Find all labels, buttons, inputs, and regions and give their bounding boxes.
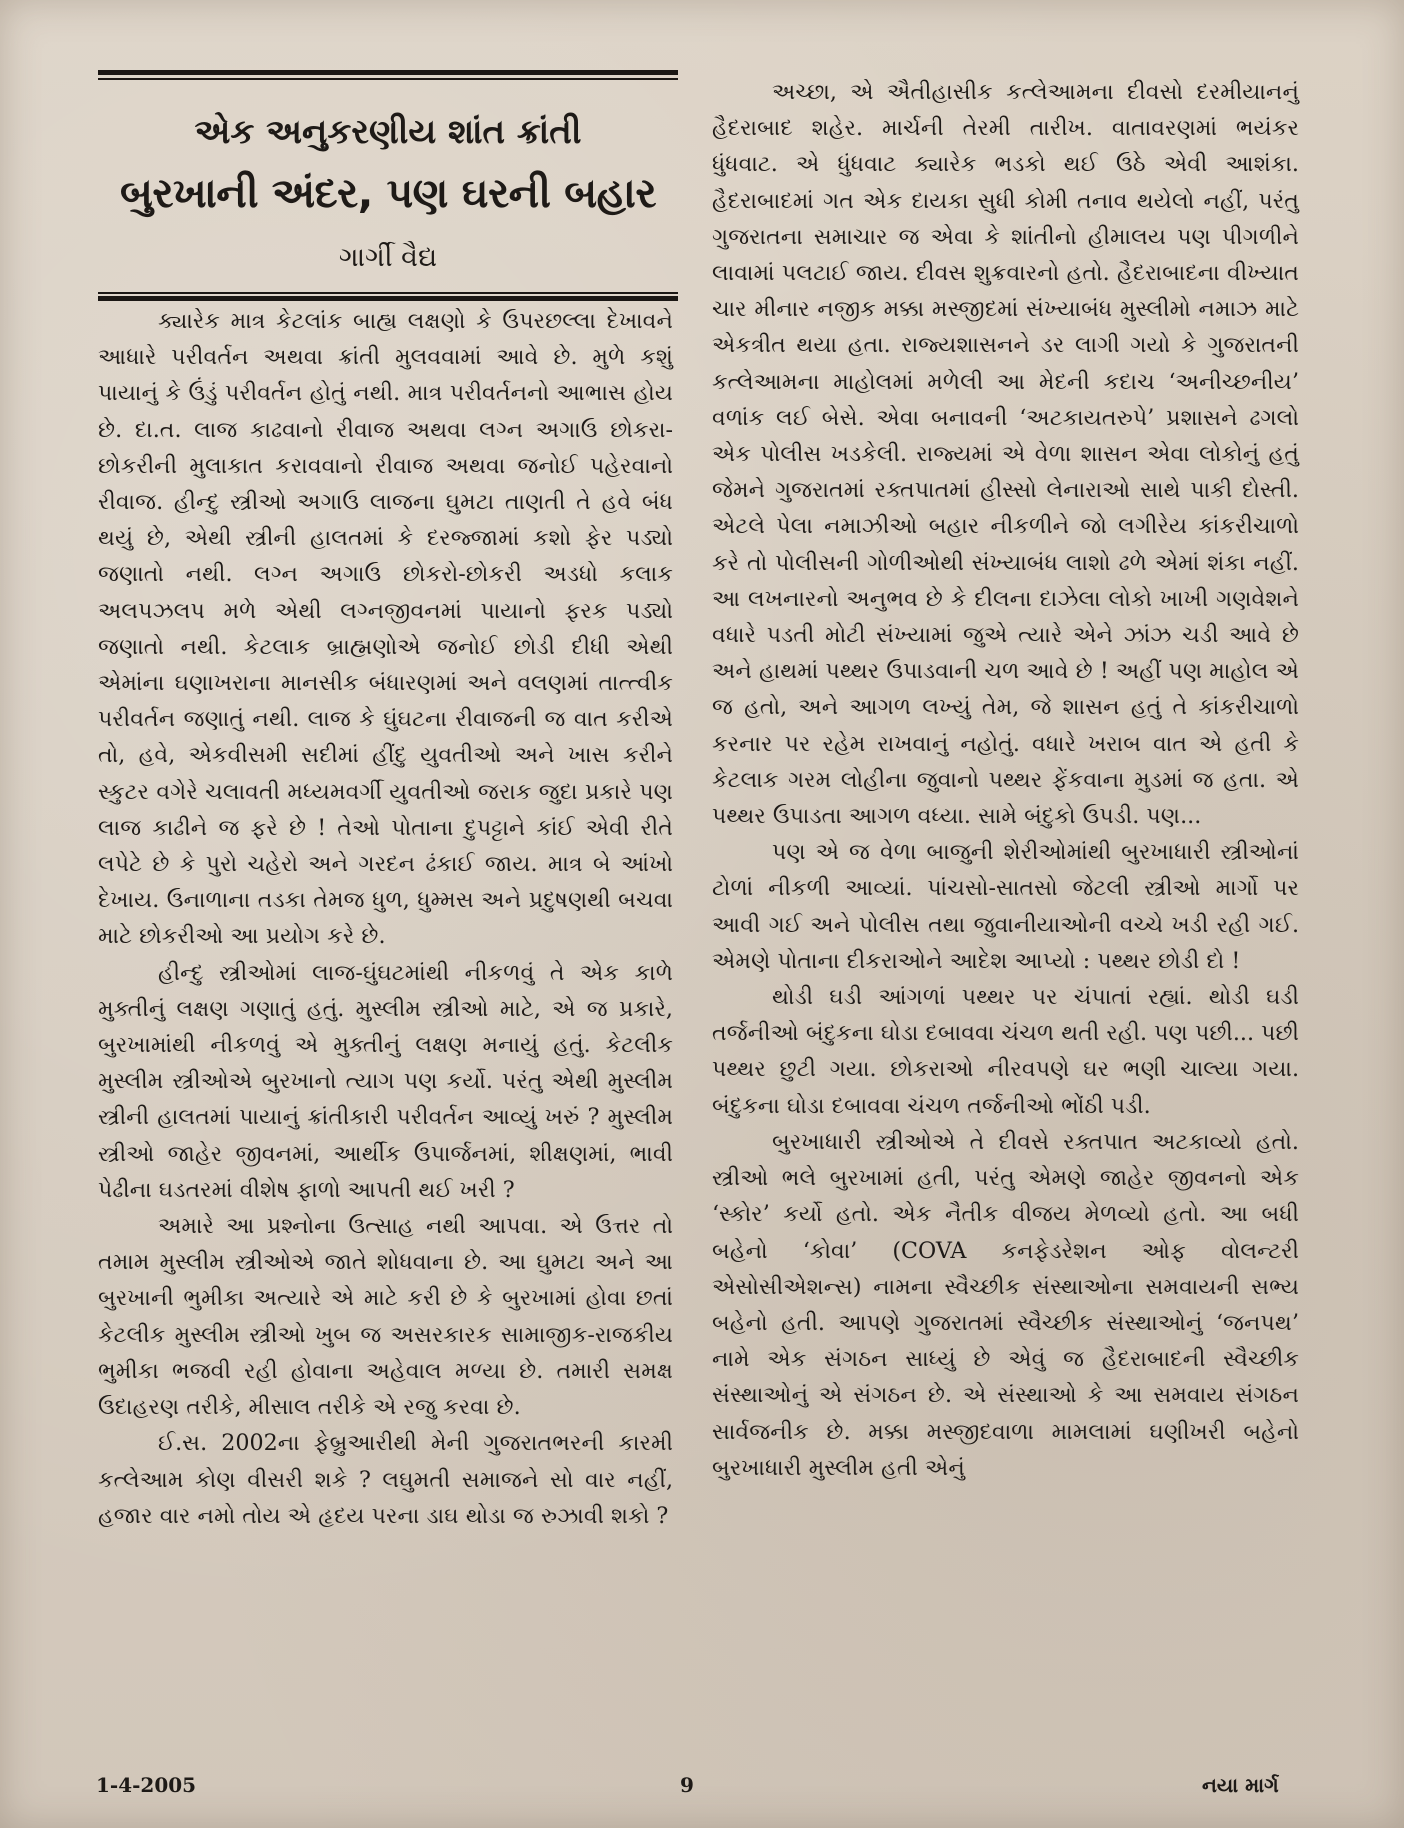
article-headline: બુરખાની અંદર, પણ ઘરની બહાર: [119, 169, 657, 217]
paragraph: ઈ.સ. 2002ના ફેબ્રુઆરીથી મેની ગુજરાતભરની કારમી કત્લેઆમ કોણ વીસરી શકે ? લઘુમતી સમાજને સો વાર નહીં, હજાર વાર નમો તોય એ હૃદય પરના ડાઘ થોડા જ રુઝાવી શકો ?: [98, 1430, 673, 1529]
paragraph: પણ એ જ વેળા બાજુની શેરીઓમાંથી બુરખાધારી સ્ત્રીઓનાં ટોળાં નીકળી આવ્યાં. પાંચસો-સાતસો જેટલી સ્ત્રીઓ માર્ગો પર આવી ગઈ અને પોલીસ તથા જુવાનીયાઓની વચ્ચે ખડી રહી ગઈ. એમણે પોતાના દીકરાઓને આદેશ આપ્યો : પથ્થર છોડી દો !: [712, 839, 1299, 974]
left-column: [98, 303, 673, 1534]
paragraph: બુરખાધારી સ્ત્રીઓએ તે દીવસે રક્તપાત અટકાવ્યો હતો. સ્ત્રીઓ ભલે બુરખામાં હતી, પરંતુ એમણે જાહેર જીવનનો એક ‘સ્કોર’ કર્યો હતો. એક નૈતીક વીજય મેળવ્યો હતો. આ બધી બહેનો ‘કોવા’ (COVA કનફેડરેશન ઓફ વોલન્ટરી એસોસીએશન્સ) નામના સ્વૈચ્છીક સંસ્થાઓના સમવાયની સભ્ય બહેનો હતી. આપણે ગુજરાતમાં સ્વૈચ્છીક સંસ્થાઓનું ‘જનપથ’ નામે એક સંગઠન સાધ્યું છે એવું જ હૈદરાબાદની સ્વૈચ્છીક સંસ્થાઓનું એ સંગઠન છે. એ સંસ્થાઓ કે આ સમવાય સંગઠન સાર્વજનીક છે. મક્કા મસ્જીદવાળા મામલામાં ઘણીખરી બહેનો બુરખાધારી મુસ્લીમ હતી એનું: [712, 1128, 1299, 1481]
footer-rule: [98, 1758, 1298, 1759]
paragraph: અચ્છા, એ ઐતીહાસીક કત્લેઆમના દીવસો દરમીયાનનું હૈદરાબાદ શહેર. માર્ચની તેરમી તારીખ. વાતાવરણમાં ભયંકર ધુંધવાટ. એ ધુંધવાટ ક્યારેક ભડકો થઈ ઉઠે એવી આશંકા. હૈદરાબાદમાં ગત એક દાયકા સુધી કોમી તનાવ થયેલો નહીં, પરંતુ ગુજરાતના સમાચાર જ એવા કે શાંતીનો હીમાલય પણ પીગળીને લાવામાં પલટાઈ જાય. દીવસ શુક્રવારનો હતો. હૈદરાબાદના વીખ્યાત ચાર મીનાર નજીક મક્કા મસ્જીદમાં સંખ્યાબંધ મુસ્લીમો નમાઝ માટે એકત્રીત થયા હતા. રાજ્યશાસનને ડર લાગી ગયો કે ગુજરાતની કત્લેઆમના માહોલમાં મળેલી આ મેદની કદાચ ‘અનીચ્છનીય’ વળાંક લઈ બેસે. એવા બનાવની ‘અટકાયતરુપે’ પ્રશાસને ઢગલો એક પોલીસ ખડકેલી. રાજ્યમાં એ વેળા શાસન એવા લોકોનું હતું જેમને ગુજરાતમાં રક્તપાતમાં હીસ્સો લેનારાઓ સાથે પાકી દોસ્તી. એટલે પેલા નમાઝીઓ બહાર નીકળીને જો લગીરેય કાંકરીચાળો કરે તો પોલીસની ગોળીઓથી સંખ્યાબંધ લાશો ઢળે એમાં શંકા નહીં. આ લખનારનો અનુભવ છે કે દીલના દાઝેલા લોકો ખાખી ગણવેશને વધારે પડતી મોટી સંખ્યામાં જુએ ત્યારે એને ઝાંઝ ચડી આવે છે અને હાથમાં પથ્થર ઉપાડવાની ચળ આવે છે ! અહીં પણ માહોલ એ જ હતો, અને આગળ લખ્યું તેમ, જે શાસન હતું તે કાંકરીચાળો કરનાર પર રહેમ રાખવાનું નહોતું. વધારે ખરાબ વાત એ હતી કે કેટલાક ગરમ લોહીના જુવાનો પથ્થર ફેંકવાના મુડમાં જ હતા. એ પથ્થર ઉપાડતા આગળ વધ્યા. સામે બંદુકો ઉપડી. પણ...: [712, 79, 1299, 830]
paragraph: હીન્દુ સ્ત્રીઓમાં લાજ-ઘુંઘટમાંથી નીકળવું તે એક કાળે મુક્તીનું લક્ષણ ગણાતું હતું. મુસ્લીમ સ્ત્રીઓ માટે, એ જ પ્રકારે, બુરખામાંથી નીકળવું એ મુક્તીનું લક્ષણ મનાયું હતું. કેટલીક મુસ્લીમ સ્ત્રીઓએ બુરખાનો ત્યાગ પણ કર્યો. પરંતુ એથી મુસ્લીમ સ્ત્રીની હાલતમાં પાયાનું ક્રાંતીકારી પરીવર્તન આવ્યું ખરું ? મુસ્લીમ સ્ત્રીઓ જાહેર જીવનમાં, આર્થીક ઉપાર્જનમાં, શીક્ષણમાં, ભાવી પેઢીના ઘડતરમાં વીશેષ ફાળો આપતી થઈ ખરી ?: [98, 959, 673, 1203]
article-kicker: એક અનુકરણીય શાંત ક્રાંતી: [194, 112, 582, 152]
footer-magazine-name: નયા માર્ગ: [1202, 1773, 1279, 1797]
article-header: [98, 70, 678, 310]
header-bottom-rule-thick: [98, 296, 678, 301]
header-top-rule-thick: [98, 70, 678, 75]
paragraph: ક્યારેક માત્ર કેટલાંક બાહ્ય લક્ષણો કે ઉપરછલ્લા દેખાવને આધારે પરીવર્તન અથવા ક્રાંતી મુલવવામાં આવે છે. મુળે કશું પાયાનું કે ઉંડું પરીવર્તન હોતું નથી. માત્ર પરીવર્તનનો આભાસ હોય છે. દા.ત. લાજ કાઢવાનો રીવાજ અથવા લગ્ન અગાઉ છોકરા-છોકરીની મુલાકાત કરાવવાનો રીવાજ અથવા જનોઈ પહેરવાનો રીવાજ. હીન્દુ સ્ત્રીઓ અગાઉ લાજના ઘુમટા તાણતી તે હવે બંધ થયું છે, એથી સ્ત્રીની હાલતમાં કે દરજ્જામાં કશો ફેર પડ્યો જણાતો નથી. લગ્ન અગાઉ છોકરો-છોકરી અડધો કલાક અલપઝલપ મળે એથી લગ્નજીવનમાં પાયાનો ફરક પડ્યો જણાતો નથી. કેટલાક બ્રાહ્મણોએ જનોઈ છોડી દીધી એથી એમાંના ઘણાખરાના માનસીક બંધારણમાં અને વલણમાં તાત્ત્વીક પરીવર્તન જણાતું નથી. લાજ કે ઘુંઘટના રીવાજની જ વાત કરીએ તો, હવે, એકવીસમી સદીમાં હીંદુ યુવતીઓ અને ખાસ કરીને સ્કુટર વગેરે ચલાવતી મધ્યમવર્ગી યુવતીઓ જરાક જુદા પ્રકારે પણ લાજ કાઢીને જ ફરે છે ! તેઓ પોતાના દુપટ્ટાને કાંઈ એવી રીતે લપેટે છે કે પુરો ચહેરો અને ગરદન ઢંકાઈ જાય. માત્ર બે આંખો દેખાય. ઉનાળાના તડકા તેમજ ધુળ, ધુમ્મસ અને પ્રદુષણથી બચવા માટે છોકરીઓ આ પ્રયોગ કરે છે.: [98, 308, 673, 950]
article-author: ગાર્ગી વૈદ્ય: [338, 242, 438, 273]
header-top-rule-thin: [98, 78, 678, 80]
header-bottom-rule-thin: [98, 292, 678, 294]
footer-date: 1-4-2005: [96, 1773, 197, 1797]
paragraph: થોડી ઘડી આંગળાં પથ્થર પર ચંપાતાં રહ્યાં. થોડી ઘડી તર્જનીઓ બંદુકના ઘોડા દબાવવા ચંચળ થતી રહી. પણ પછી... પછી પથ્થર છુટી ગયા. છોકરાઓ નીરવપણે ઘર ભણી ચાલ્યા ગયા. બંદુકના ઘોડા દબાવવા ચંચળ તર્જનીઓ ભોંઠી પડી.: [712, 984, 1299, 1119]
paragraph: અમારે આ પ્રશ્નોના ઉત્સાહ નથી આપવા. એ ઉત્તર તો તમામ મુસ્લીમ સ્ત્રીઓએ જાતે શોધવાના છે. આ ઘુમટા અને આ બુરખાની ભુમીકા અત્યારે એ માટે કરી છે કે બુરખામાં હોવા છતાં કેટલીક મુસ્લીમ સ્ત્રીઓ ખુબ જ અસરકારક સામાજીક-રાજકીય ભુમીકા ભજવી રહી હોવાના અહેવાલ મળ્યા છે. તમારી સમક્ષ ઉદાહરણ તરીકે, મીસાલ તરીકે એ રજુ કરવા છે.: [98, 1213, 673, 1421]
footer-page-number: 9: [680, 1773, 694, 1797]
right-column: [712, 74, 1299, 1486]
